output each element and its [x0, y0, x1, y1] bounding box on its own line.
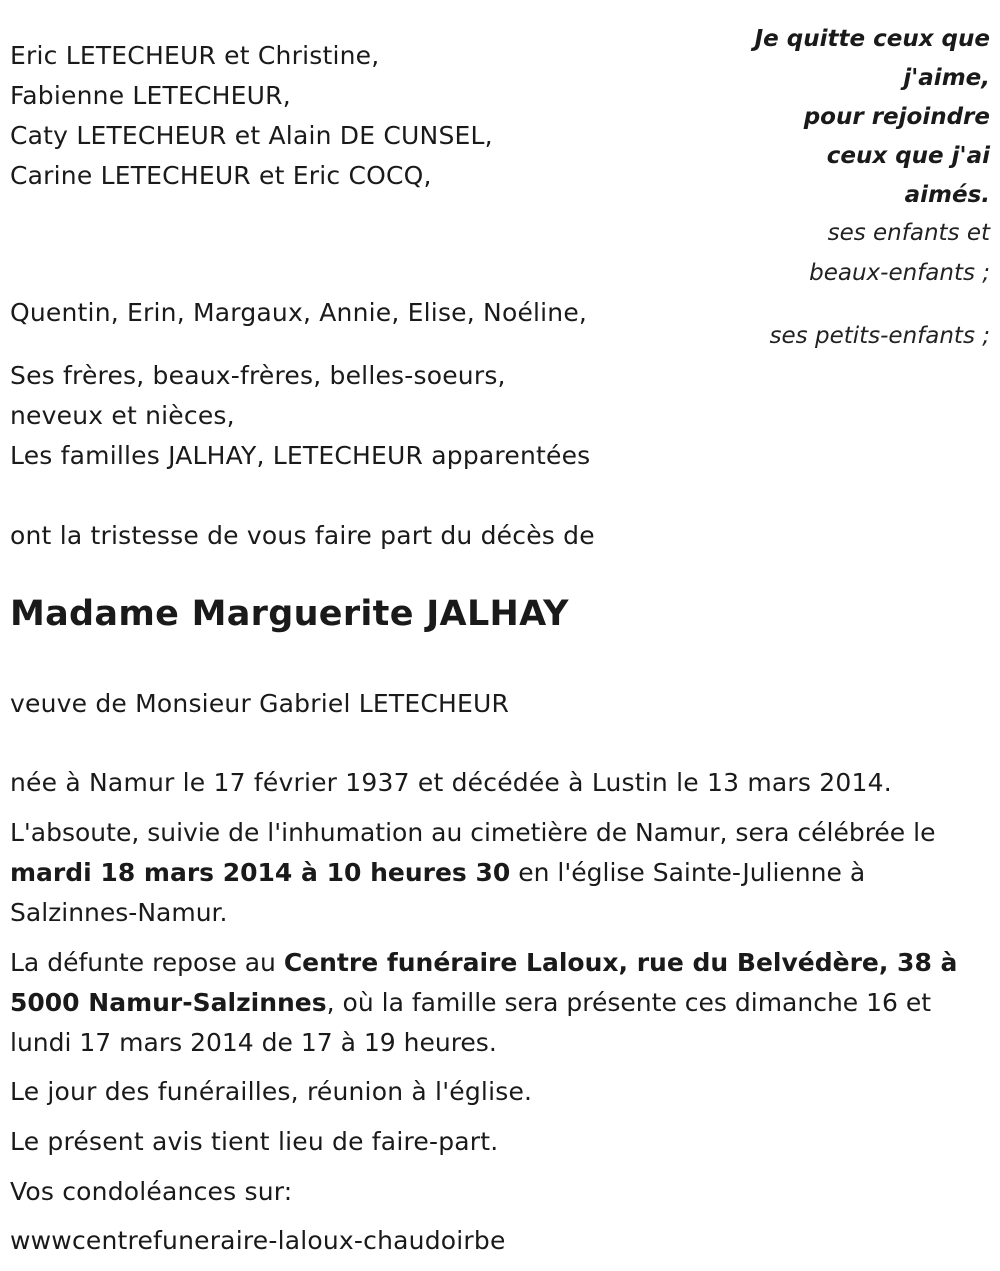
- children-label-line: ses enfants et: [827, 220, 990, 246]
- ceremony-date: mardi 18 mars 2014 à 10 heures 30: [10, 858, 511, 887]
- ceremony-paragraph: [10, 813, 995, 933]
- quote-line: ceux que j'ai: [826, 143, 990, 169]
- children-line: Carine LETECHEUR et Eric COCQ,: [10, 161, 432, 190]
- quote-line: j'aime,: [903, 65, 990, 91]
- ceremony-prefix: L'absoute, suivie de l'inhumation au cimetière de Namur, sera célébrée le: [10, 818, 936, 847]
- grandchildren: Quentin, Erin, Margaux, Annie, Elise, Noéline,: [10, 298, 588, 327]
- birth-death: née à Namur le 17 février 1937 et décédée à Lustin le 13 mars 2014.: [10, 768, 892, 797]
- quote-line: pour rejoindre: [803, 104, 990, 130]
- resting-place: Centre funéraire Laloux, rue du Belvédère, 38 à 5000 Namur-Salzinnes: [10, 948, 958, 1017]
- children-label-line: beaux-enfants ;: [809, 260, 990, 286]
- children-line: Fabienne LETECHEUR,: [10, 81, 291, 110]
- children-line: Caty LETECHEUR et Alain DE CUNSEL,: [10, 121, 493, 150]
- children-list: [10, 36, 493, 196]
- family-line: Les familles JALHAY, LETECHEUR apparentées: [10, 441, 591, 470]
- quote: [740, 20, 990, 215]
- grandchildren-label: ses petits-enfants ;: [769, 323, 990, 349]
- deceased-name: Madame Marguerite JALHAY: [10, 594, 569, 634]
- website-link[interactable]: wwwcentrefuneraire-laloux-chaudoirbe: [10, 1226, 506, 1255]
- announcement: ont la tristesse de vous faire part du décès de: [10, 521, 595, 550]
- children-label: [809, 213, 990, 293]
- resting-prefix: La défunte repose au: [10, 948, 284, 977]
- quote-line: aimés.: [904, 182, 990, 208]
- widow-of: veuve de Monsieur Gabriel LETECHEUR: [10, 689, 510, 718]
- family-line: neveux et nièces,: [10, 401, 235, 430]
- quote-line: Je quitte ceux que: [754, 26, 990, 52]
- condolences-label: Vos condoléances sur:: [10, 1177, 293, 1206]
- meeting-note: Le jour des funérailles, réunion à l'église.: [10, 1077, 533, 1106]
- resting-paragraph: [10, 943, 995, 1063]
- resting-suffix: , où la famille sera présente ces dimanche 16 et lundi 17 mars 2014 de 17 à 19 heures.: [10, 988, 932, 1057]
- ceremony-suffix: en l'église Sainte-Julienne à Salzinnes-Namur.: [10, 858, 866, 927]
- children-line: Eric LETECHEUR et Christine,: [10, 41, 380, 70]
- family-list: [10, 356, 590, 476]
- family-line: Ses frères, beaux-frères, belles-soeurs,: [10, 361, 506, 390]
- notice-note: Le présent avis tient lieu de faire-part.: [10, 1127, 499, 1156]
